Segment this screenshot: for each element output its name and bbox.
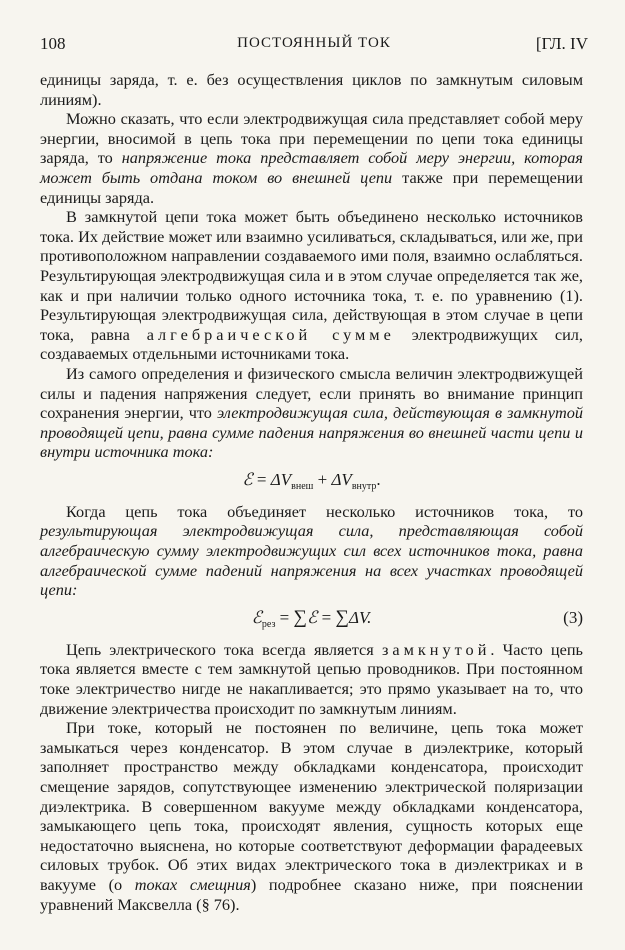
paragraph-5: Цепь электрического тока всегда является замкнутой. Часто цепь тока является вместе с тем замкнутой цепью проводников. При постоянном токе электричество нигде не накапливается; это прямо указывает на то, что движение электричества происходит по замкнутым линиям.: [40, 639, 583, 718]
equation-number: (3): [563, 607, 583, 627]
paragraph-4: Когда цепь тока объединяет несколько источников тока, то результирующая электродвижущая сила, представляющая собой алгебраическую сумму электродвижущих сил всех источников тока, равна алгебраической сумме падений напряжения на всех участках проводящей цепи:: [40, 501, 583, 600]
paragraph-3: Из самого определения и физического смысла величин электродвижущей силы и падения напряжения следует, если принять во внимание принцип сохранения энергии, что электродвижущая сила, действующая в замкнутой проводящей цепи, равна сумме падения напряжения во внешней части цепи и внутри источника тока:: [40, 363, 583, 462]
page-header: [40, 34, 588, 56]
paragraph-2: В замкнутой цепи тока может быть объединено несколько источников тока. Их действие может или взаимно усиливаться, складываться, или же, при противоположном направлении создаваемого ими поля, взаимно ослабляться. Результирующая электродвижущая сила и в этом случае определяется так же, как и при наличии только одного источника тока, т. е. по уравнению (1). Результирующая электродвижущая сила, действующая в этом случае в цепи тока, равна алгебраической сумме электродвижущих сил, создаваемых отдельными источниками тока.: [40, 207, 583, 364]
page-body: [40, 70, 583, 914]
formula-emf-sum: ℰ = $\Delta V_{внеш} + \Delta V_{внутр}$.: [242, 469, 381, 492]
paragraph-6: При токе, который не постоянен по величине, цепь тока может замыкаться через конденсатор. В этом случае в диэлектрике, который заполняет пространство между обкладками конденсатора, происходит смещение зарядов, сопутствующее изменению электрической поляризации диэлектрика. В совершенном вакууме между обкладками конденсатора, замыкающего цепь тока, происходят явления, сущность которых еще недостаточно выяснена, но которые соответствуют деформации фарадеевых силовых трубок. Об этих видах электрического тока в диэлектриках и в вакууме (о токах смещния) подробнее сказано ниже, при пояснении уравнений Максвелла (§ 76).: [40, 718, 583, 914]
formula-3: ℰ$_{рез}$ = ∑ℰ = ∑ΔV. (3): [251, 606, 583, 630]
paragraph-1: Можно сказать, что если электродвижущая сила представляет собой меру энергии, вносимой в цепь тока при перемещении по цепи тока единицы заряда, то напряжение тока представляет собой меру энергии, которая может быть отдана током во внешней цепи также при перемещении единицы заряда.: [40, 109, 583, 207]
paragraph-0: единицы заряда, т. е. без осуществления циклов по замкнутым силовым линиям).: [40, 70, 583, 109]
page-number: 108: [40, 34, 66, 53]
chapter-label: [ГЛ. IV: [535, 34, 588, 53]
running-title: ПОСТОЯННЫЙ ТОК: [237, 35, 391, 51]
